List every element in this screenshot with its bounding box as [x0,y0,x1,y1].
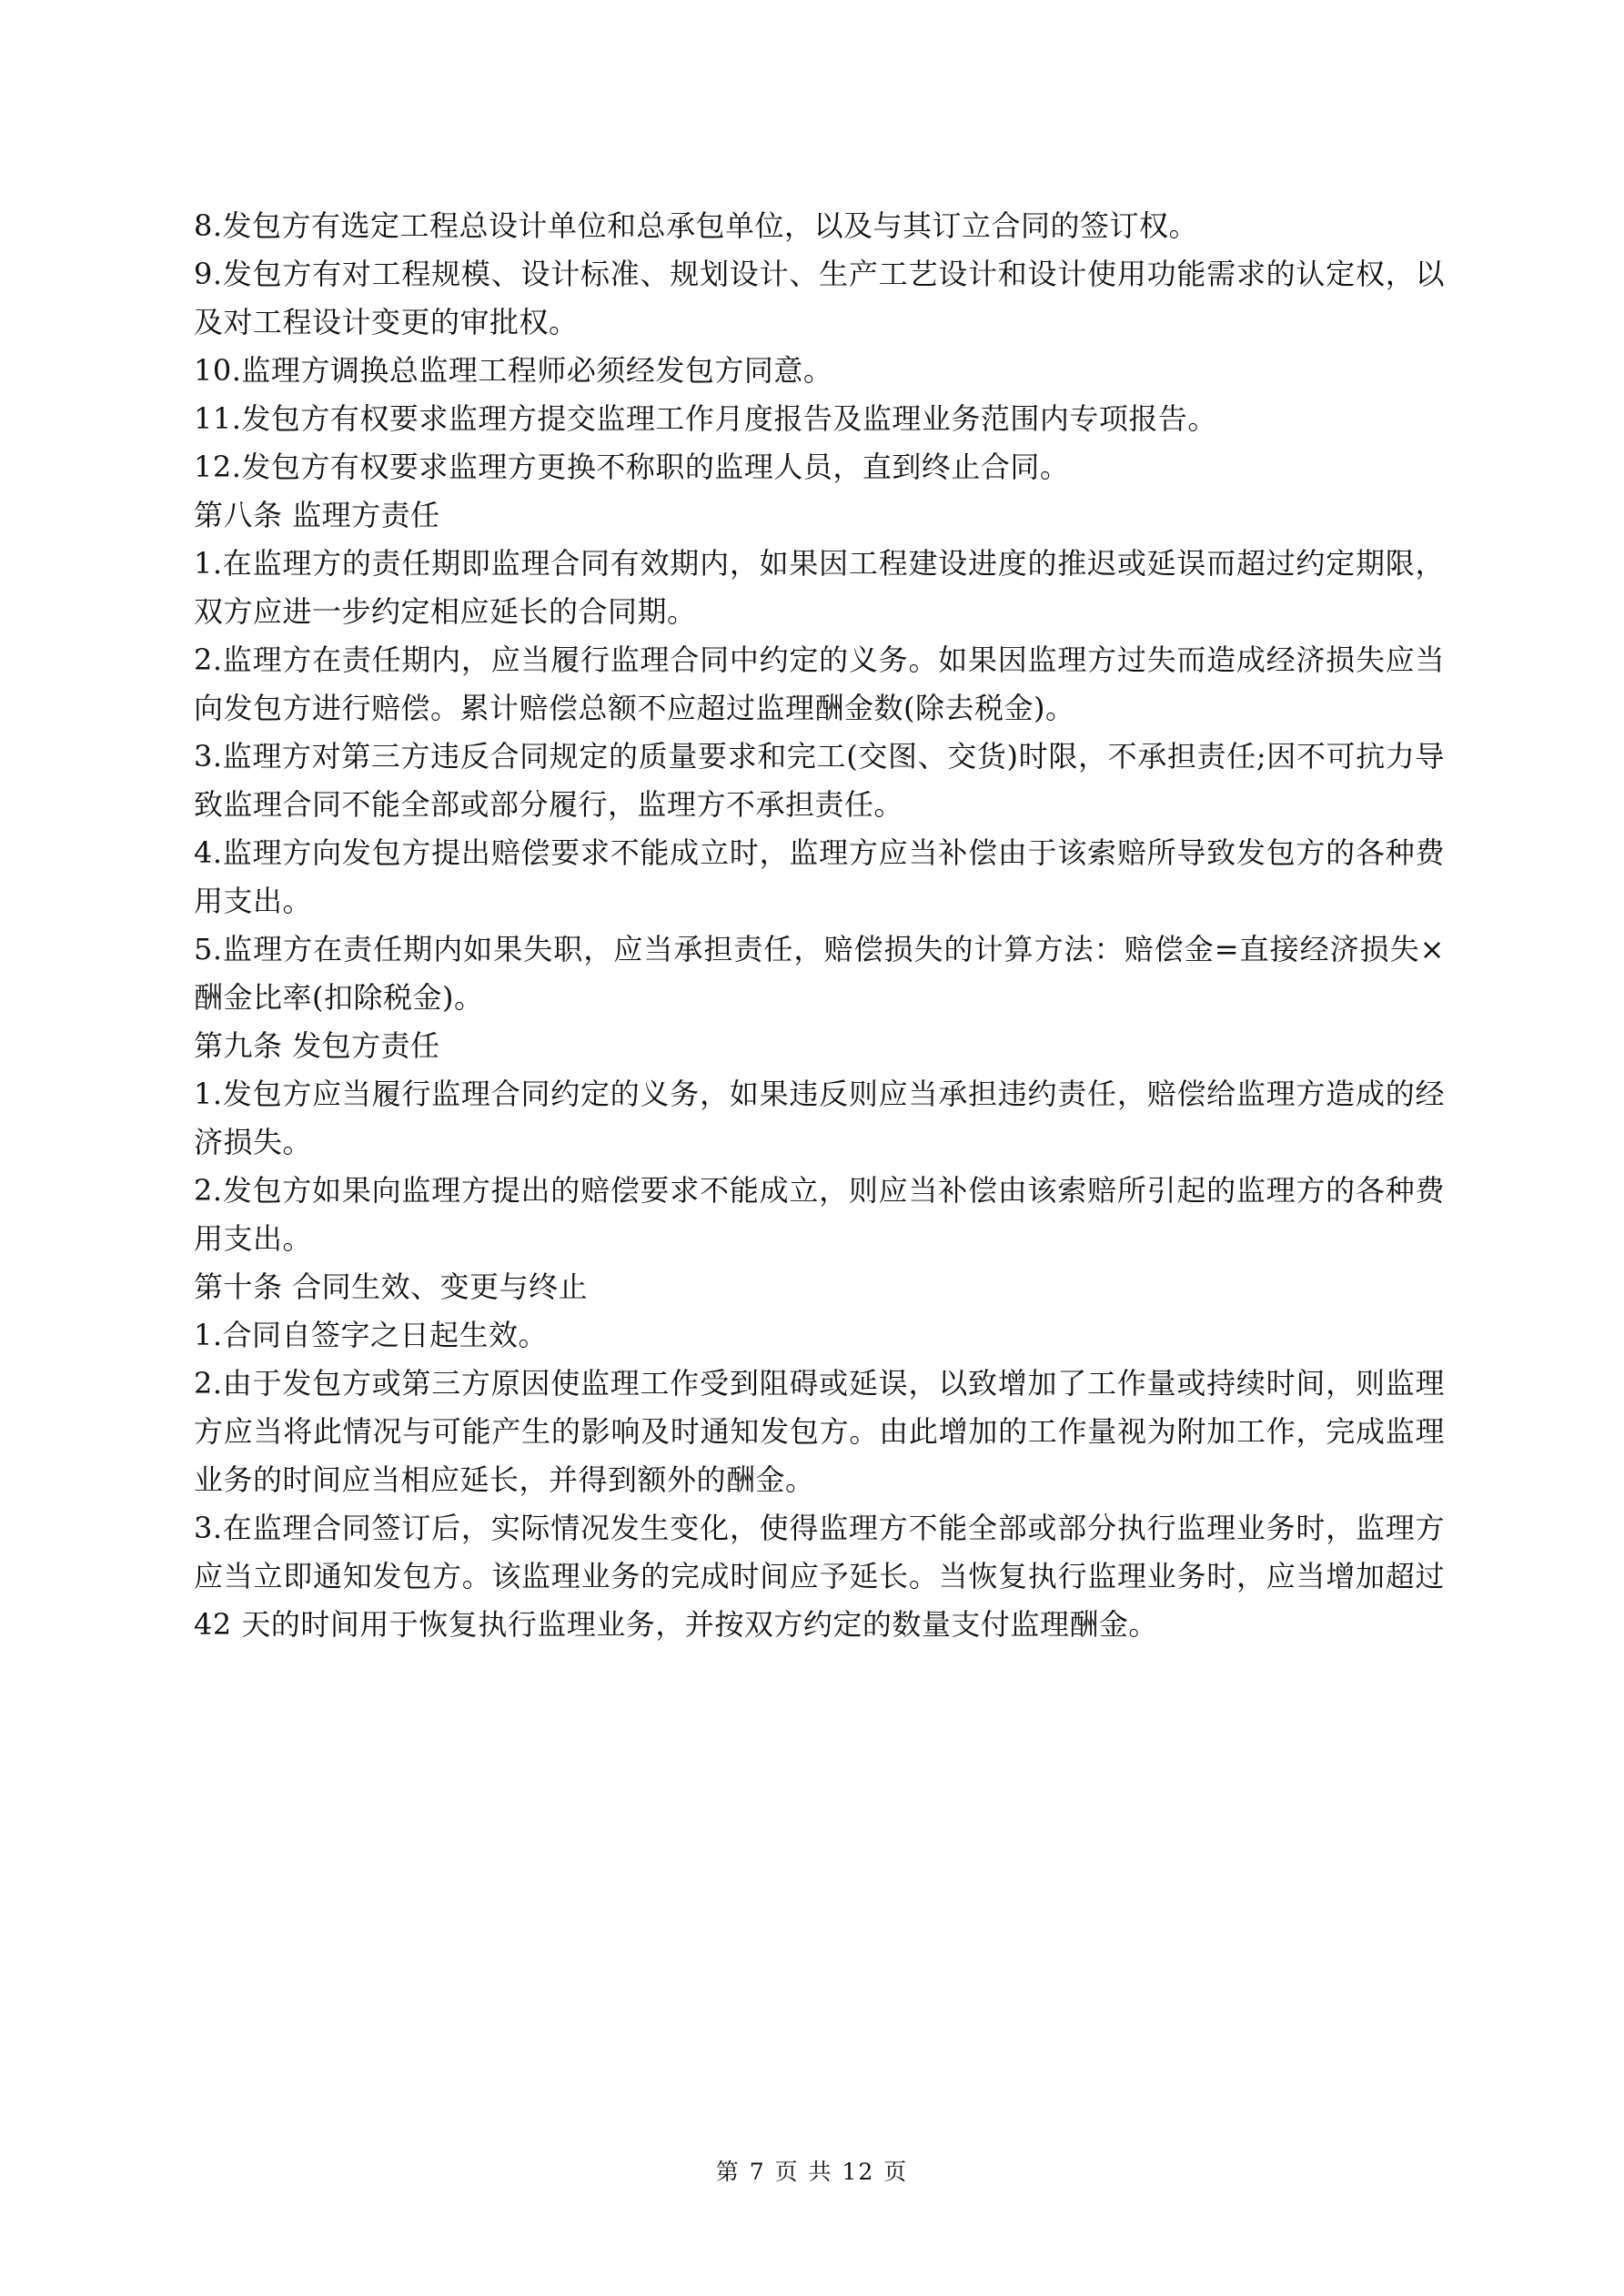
section-heading-article-9: 第九条 发包方责任 [194,1028,440,1063]
article-9-clause-1: 1.发包方应当履行监理合同约定的义务，如果违反则应当承担违约责任，赔偿给监理方造成的经济损失。 [194,1077,1445,1159]
article-10-clause-2: 2.由于发包方或第三方原因使监理工作受到阻碍或延误，以致增加了工作量或持续时间，则监理方应当将此情况与可能产生的影响及时通知发包方。由此增加的工作量视为附加工作，完成监理业务的时间应当相应延长，并得到额外的酬金。 [194,1366,1445,1497]
section-heading-article-8: 第八条 监理方责任 [194,498,440,532]
article-8-clause-5: 5.监理方在责任期内如果失职，应当承担责任，赔偿损失的计算方法：赔偿金=直接经济损失×酬金比率(扣除税金)。 [194,932,1445,1015]
article-8-clause-2: 2.监理方在责任期内，应当履行监理合同中约定的义务。如果因监理方过失而造成经济损失应当向发包方进行赔偿。累计赔偿总额不应超过监理酬金数(除去税金)。 [194,642,1445,725]
clause-11: 11.发包方有权要求监理方提交监理工作月度报告及监理业务范围内专项报告。 [194,401,1217,436]
page-number-footer: 第 7 页 共 12 页 [715,2159,909,2185]
clause-10: 10.监理方调换总监理工程师必须经发包方同意。 [194,353,833,388]
article-8-clause-1: 1.在监理方的责任期即监理合同有效期内，如果因工程建设进度的推迟或延误而超过约定期限，双方应进一步约定相应延长的合同期。 [194,546,1445,629]
article-10-clause-1: 1.合同自签字之日起生效。 [194,1318,549,1352]
article-9-clause-2: 2.发包方如果向监理方提出的赔偿要求不能成立，则应当补偿由该索赔所引起的监理方的各种费用支出。 [194,1173,1445,1256]
clause-12: 12.发包方有权要求监理方更换不称职的监理人员，直到终止合同。 [194,450,1070,484]
article-8-clause-4: 4.监理方向发包方提出赔偿要求不能成立时，监理方应当补偿由于该索赔所导致发包方的各种费用支出。 [194,835,1445,918]
section-heading-article-10: 第十条 合同生效、变更与终止 [194,1269,589,1304]
article-10-clause-3: 3.在监理合同签订后，实际情况发生变化，使得监理方不能全部或部分执行监理业务时，监理方应当立即通知发包方。该监理业务的完成时间应予延长。当恢复执行监理业务时，应当增加超过 42 天的时间用于恢复执行监理业务，并按双方约定的数量支付监理酬金。 [194,1511,1445,1642]
clause-9: 9.发包方有对工程规模、设计标准、规划设计、生产工艺设计和设计使用功能需求的认定权，以及对工程设计变更的审批权。 [194,257,1445,339]
clause-8: 8.发包方有选定工程总设计单位和总承包单位，以及与其订立合同的签订权。 [194,208,1199,243]
document-body [194,202,1445,1649]
article-8-clause-3: 3.监理方对第三方违反合同规定的质量要求和完工(交图、交货)时限，不承担责任;因不可抗力导致监理合同不能全部或部分履行，监理方不承担责任。 [194,739,1445,822]
